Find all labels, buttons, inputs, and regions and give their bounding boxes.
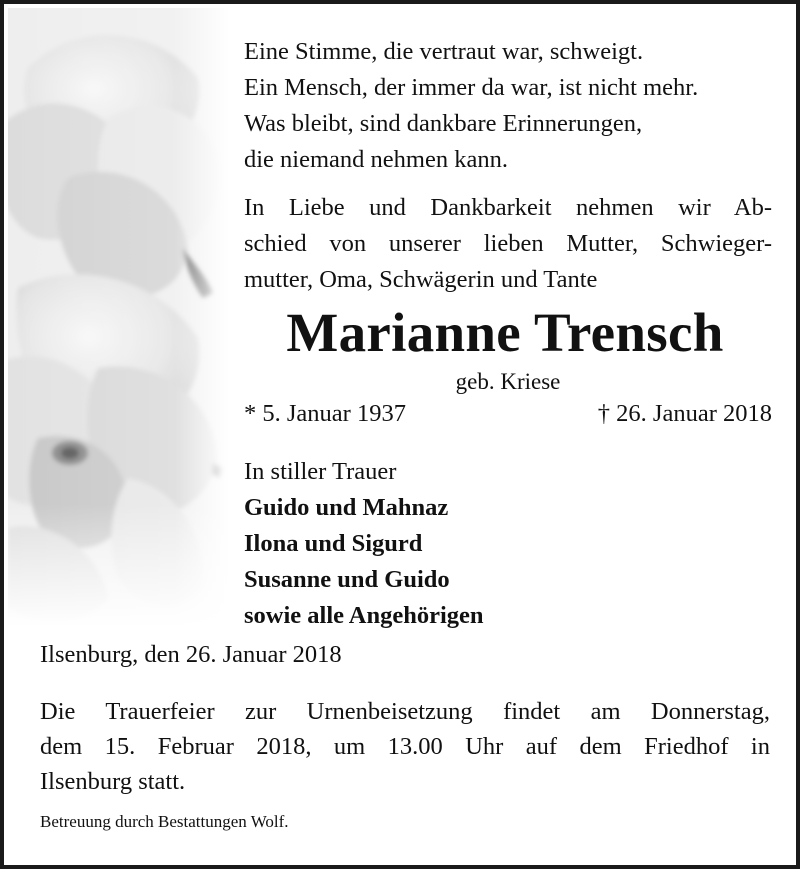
poem-line: Eine Stimme, die vertraut war, schweigt. — [244, 38, 644, 65]
ceremony-line: dem 15. Februar 2018, um 13.00 Uhr auf dem Friedhof in — [40, 733, 770, 760]
mourners — [244, 454, 484, 634]
mourner-name: Susanne und Guido — [244, 566, 450, 593]
poem — [244, 34, 698, 178]
mourners-heading: In stiller Trauer — [244, 458, 397, 485]
mourner-name: sowie alle Angehörigen — [244, 602, 484, 629]
intro-line: schied von unserer lieben Mutter, Schwieger- — [244, 230, 772, 257]
magnolia-flower-image — [8, 8, 230, 628]
place-date: Ilsenburg, den 26. Januar 2018 — [40, 641, 342, 668]
mourner-name: Guido und Mahnaz — [244, 494, 449, 521]
intro-line: mutter, Oma, Schwägerin und Tante — [244, 266, 598, 293]
deceased-name: Marianne Trensch — [286, 302, 724, 363]
ceremony-line: Die Trauerfeier zur Urnenbeisetzung findet am Donnerstag, — [40, 698, 770, 725]
mourner-name: Ilona und Sigurd — [244, 530, 423, 557]
ceremony-info — [40, 694, 770, 799]
poem-line: die niemand nehmen kann. — [244, 146, 508, 173]
maiden-name: geb. Kriese — [455, 369, 561, 394]
intro-text — [244, 190, 772, 298]
death-date: † 26. Januar 2018 — [597, 400, 772, 427]
intro-line: In Liebe und Dankbarkeit nehmen wir Ab- — [244, 194, 772, 221]
ceremony-line: Ilsenburg statt. — [40, 768, 186, 795]
poem-line: Was bleibt, sind dankbare Erinnerungen, — [244, 110, 643, 137]
poem-line: Ein Mensch, der immer da war, ist nicht mehr. — [244, 74, 699, 101]
funeral-home-credit: Betreuung durch Bestattungen Wolf. — [40, 812, 289, 831]
birth-date: * 5. Januar 1937 — [244, 400, 406, 427]
